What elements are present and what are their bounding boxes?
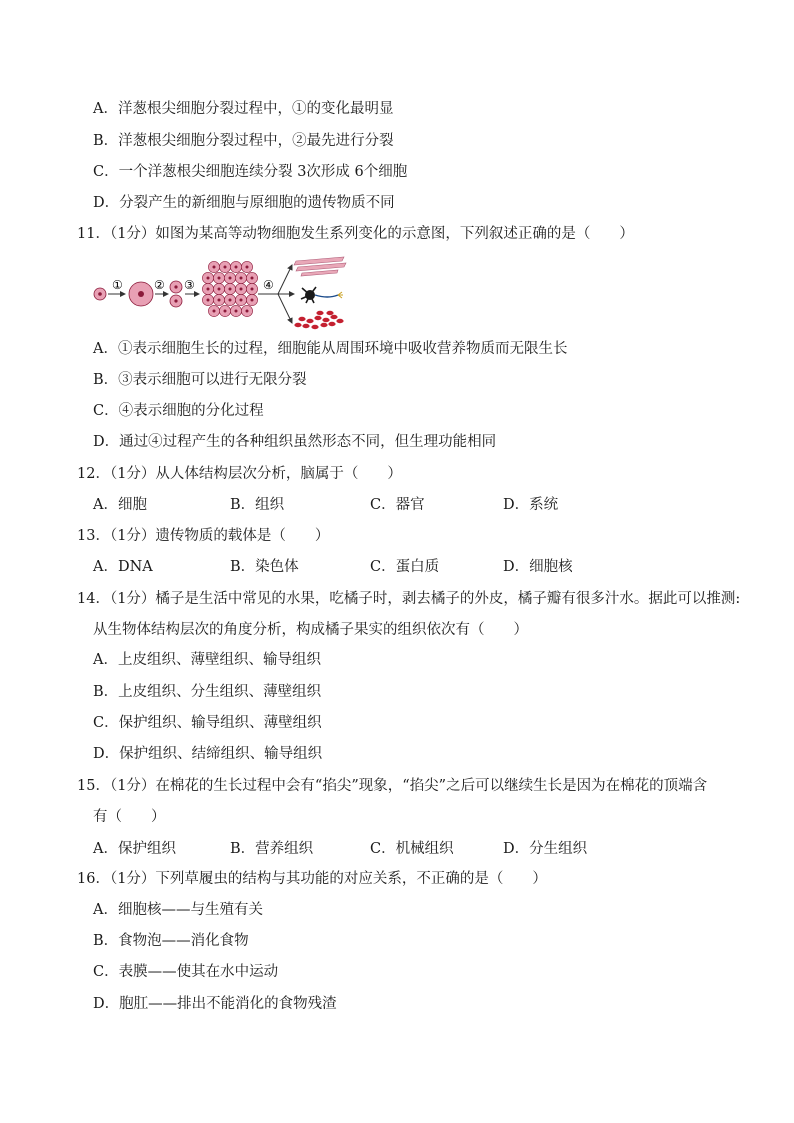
cluster-cell-nucleus bbox=[229, 288, 232, 291]
q11-option-a: A．①表示细胞生长的过程，细胞能从周围环境中吸收营养物质而无限生长 bbox=[93, 341, 568, 357]
q16-stem: 16．（1分）下列草履虫的结构与其功能的对应关系，不正确的是（ ） bbox=[77, 871, 547, 887]
cluster-cell-nucleus bbox=[229, 299, 232, 302]
q12-option-c: C．器官 bbox=[370, 497, 425, 513]
q15-stem-line2: 有（ ） bbox=[93, 809, 166, 825]
q10-option-a: A．洋葱根尖细胞分裂过程中，①的变化最明显 bbox=[93, 101, 394, 117]
q16-option-c: C．表膜——使其在水中运动 bbox=[93, 964, 279, 980]
arrow-to-muscle bbox=[278, 265, 292, 294]
cluster-cell-nucleus bbox=[218, 288, 221, 291]
cell-differentiation-diagram bbox=[88, 255, 358, 333]
red-blood-cell bbox=[311, 325, 318, 329]
red-blood-cell bbox=[336, 319, 343, 323]
q13-options bbox=[93, 557, 733, 577]
arrow-to-blood bbox=[278, 294, 292, 323]
q13-option-c: C．蛋白质 bbox=[370, 559, 440, 575]
cluster-cell-nucleus bbox=[207, 299, 210, 302]
cluster-cell-nucleus bbox=[213, 266, 216, 269]
label-3: ③ bbox=[184, 278, 195, 292]
red-blood-cell bbox=[294, 323, 301, 327]
label-4: ④ bbox=[263, 278, 274, 292]
cluster-cell-nucleus bbox=[235, 266, 238, 269]
cluster-cell-nucleus bbox=[235, 310, 238, 313]
q14-stem-line1: 14．（1分）橘子是生活中常见的水果，吃橘子时，剥去橘子的外皮，橘子瓣有很多汁水。据此可以推测: bbox=[77, 591, 741, 607]
cluster-cell-nucleus bbox=[240, 277, 243, 280]
diagram-svg bbox=[88, 255, 358, 333]
blood-tissue bbox=[294, 311, 343, 329]
q10-option-b: B．洋葱根尖细胞分裂过程中，②最先进行分裂 bbox=[93, 133, 394, 149]
q14-option-d: D．保护组织、结缔组织、输导组织 bbox=[93, 746, 323, 762]
cluster-cell-nucleus bbox=[218, 277, 221, 280]
cluster-cell-nucleus bbox=[224, 266, 227, 269]
q12-option-b: B．组织 bbox=[230, 497, 285, 513]
q14-option-b: B．上皮组织、分生组织、薄壁组织 bbox=[93, 684, 322, 700]
grown-cell bbox=[129, 282, 153, 306]
cluster-cell-nucleus bbox=[218, 299, 221, 302]
q12-option-d: D．系统 bbox=[503, 497, 559, 513]
cluster-cell-nucleus bbox=[251, 288, 254, 291]
q16-option-a: A．细胞核——与生殖有关 bbox=[93, 902, 263, 918]
red-blood-cell bbox=[316, 311, 323, 315]
q11-option-d: D．通过④过程产生的各种组织虽然形态不同，但生理功能相同 bbox=[93, 434, 497, 450]
cell-cluster bbox=[202, 261, 257, 316]
red-blood-cell bbox=[298, 317, 305, 321]
q13-option-d: D．细胞核 bbox=[503, 559, 573, 575]
q12-options bbox=[93, 495, 733, 515]
q10-option-c: C．一个洋葱根尖细胞连续分裂 3次形成 6个细胞 bbox=[93, 164, 408, 180]
q11-stem: 11．（1分）如图为某高等动物细胞发生系列变化的示意图，下列叙述正确的是（ ） bbox=[77, 226, 634, 242]
q13-option-a: A．DNA bbox=[93, 559, 153, 575]
small-cell bbox=[94, 288, 106, 300]
cluster-cell-nucleus bbox=[251, 277, 254, 280]
cluster-cell-nucleus bbox=[246, 310, 249, 313]
q15-option-c: C．机械组织 bbox=[370, 841, 454, 857]
q15-option-b: B．营养组织 bbox=[230, 841, 314, 857]
q16-option-b-visible: B．食物泡——消化食物 bbox=[93, 933, 249, 949]
red-blood-cell bbox=[320, 323, 327, 327]
q14-option-a: A．上皮组织、薄壁组织、输导组织 bbox=[93, 652, 321, 668]
red-blood-cell bbox=[328, 322, 335, 326]
cluster-cell-nucleus bbox=[224, 310, 227, 313]
q11-option-b: B．③表示细胞可以进行无限分裂 bbox=[93, 372, 307, 388]
red-blood-cell bbox=[306, 319, 313, 323]
cluster-cell-nucleus bbox=[251, 299, 254, 302]
cluster-cell-nucleus bbox=[207, 277, 210, 280]
q10-option-d: D．分裂产生的新细胞与原细胞的遗传物质不同 bbox=[93, 195, 395, 211]
cluster-cell-nucleus bbox=[213, 310, 216, 313]
q15-option-a: A．保护组织 bbox=[93, 841, 176, 857]
q15-options bbox=[93, 839, 733, 859]
nerve-cell bbox=[301, 287, 343, 303]
cluster-cell-nucleus bbox=[240, 299, 243, 302]
q15-option-d: D．分生组织 bbox=[503, 841, 588, 857]
q12-stem: 12．（1分）从人体结构层次分析，脑属于（ ） bbox=[77, 466, 402, 482]
q14-stem-line2: 从生物体结构层次的角度分析，构成橘子果实的组织依次有（ ） bbox=[93, 622, 528, 638]
q15-stem-line1: 15．（1分）在棉花的生长过程中会有“掐尖”现象，“掐尖”之后可以继续生长是因为在棉花的顶端含 bbox=[77, 778, 708, 794]
red-blood-cell bbox=[330, 315, 337, 319]
red-blood-cell bbox=[302, 324, 309, 328]
q13-stem: 13．（1分）遗传物质的载体是（ ） bbox=[77, 528, 330, 544]
q14-option-c: C．保护组织、输导组织、薄壁组织 bbox=[93, 715, 322, 731]
q13-option-b: B．染色体 bbox=[230, 559, 299, 575]
cluster-cell-nucleus bbox=[240, 288, 243, 291]
muscle-tissue bbox=[294, 257, 346, 276]
q11-option-c: C．④表示细胞的分化过程 bbox=[93, 403, 264, 419]
red-blood-cell bbox=[314, 316, 321, 320]
label-1: ① bbox=[112, 278, 123, 292]
cluster-cell-nucleus bbox=[207, 288, 210, 291]
two-cells bbox=[170, 281, 182, 307]
red-blood-cell bbox=[322, 318, 329, 322]
q12-option-a: A．细胞 bbox=[93, 497, 147, 513]
label-2: ② bbox=[154, 278, 165, 292]
q16-option-d: D．胞肛——排出不能消化的食物残渣 bbox=[93, 996, 337, 1012]
cluster-cell-nucleus bbox=[229, 277, 232, 280]
red-blood-cell bbox=[326, 311, 333, 315]
cluster-cell-nucleus bbox=[246, 266, 249, 269]
